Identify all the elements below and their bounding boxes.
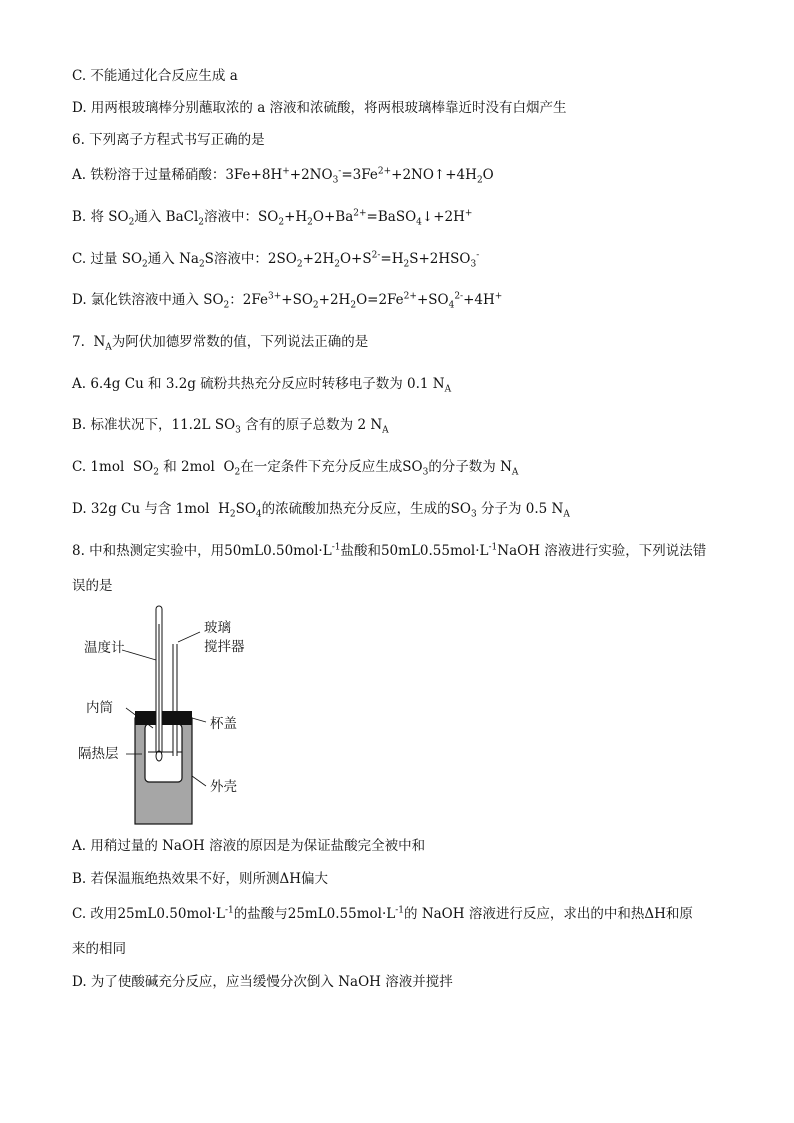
q7-option-d: D. 32g Cu 与含 1mol $H_2SO_4$的浓硫酸加热充分反应，生成的$SO_3$ 分子为 0.5 $N_A$: [72, 501, 570, 520]
q8-option-c: C. 改用$25mL0.50mol\cdot L^{-1}$的盐酸与$25mL0.55mol\cdot L^{-1}$的 NaOH 溶液进行反应，求出的中和热ΔH和原: [72, 905, 693, 922]
label-inner: 内筒: [86, 700, 113, 716]
label-stirrer-1: 玻璃: [204, 620, 231, 636]
label-thermometer: 温度计: [84, 640, 125, 656]
shell-leader: [192, 776, 206, 786]
label-insulation: 隔热层: [78, 746, 119, 762]
q6-option-b: B. 将 $SO_2$通入 BaCl$_2$溶液中：$SO_2+H_2O+Ba^{2+}=BaSO_4↓+2H^+$: [72, 208, 473, 228]
q6-option-d: D. 氯化铁溶液中通入 $SO_2$：$2Fe^{3+}+SO_2+2H_2O=2Fe^{2+}+SO_4^{2-}+4H^+$: [72, 291, 503, 311]
option-d-prev: D. 用两根玻璃棒分别蘸取浓的 a 溶液和浓硫酸，将两根玻璃棒靠近时没有白烟产生: [72, 100, 567, 116]
question-8: 8. 中和热测定实验中，用$50mL0.50mol\cdot L^{-1}$盐酸和$50mL0.55mol\cdot L^{-1}NaOH$ 溶液进行实验，下列说法错: [72, 542, 707, 559]
q7-option-a: A. 6.4g Cu 和 3.2g 硫粉共热充分反应时转移电子数为 0.1 $N_A$: [72, 376, 452, 395]
label-shell: 外壳: [210, 779, 237, 795]
label-stirrer-2: 搅拌器: [204, 639, 245, 655]
q6-option-a: A. 铁粉溶于过量稀硝酸：$3Fe+8H^++2NO_3^-=3Fe^{2+}+2NO↑+4H_2O$: [72, 166, 494, 186]
option-c-prev: C. 不能通过化合反应生成 a: [72, 68, 238, 84]
label-lid: 杯盖: [210, 716, 237, 732]
thermometer-leader: [122, 650, 156, 660]
q8-option-b: B. 若保温瓶绝热效果不好，则所测ΔH偏大: [72, 871, 329, 887]
inner-cup: [145, 724, 182, 782]
lid: [135, 711, 192, 725]
question-8-cont: 误的是: [72, 578, 113, 594]
q7-option-c: C. 1mol $SO_2$ 和 2mol $O_2$在一定条件下充分反应生成$SO_3$的分子数为 $N_A$: [72, 459, 519, 478]
question-6: 6. 下列离子方程式书写正确的是: [72, 132, 265, 148]
q8-option-d: D. 为了使酸碱充分反应，应当缓慢分次倒入 NaOH 溶液并搅拌: [72, 974, 453, 990]
q8-option-c-cont: 来的相同: [72, 941, 126, 957]
question-7: 7. $N_A$为阿伏加德罗常数的值，下列说法正确的是: [72, 334, 369, 353]
q7-option-b: B. 标准状况下，11.2L $SO_3$ 含有的原子总数为 2 $N_A$: [72, 417, 389, 436]
q6-option-c: C. 过量 $SO_2$通入 $Na_2S$溶液中：$2SO_2+2H_2O+S^{2-}=H_2S+2HSO_3^-$: [72, 250, 480, 270]
stirrer-leader: [178, 632, 200, 642]
lid-leader: [192, 718, 206, 722]
calorimeter-diagram: [78, 604, 278, 829]
q8-option-a: A. 用稍过量的 NaOH 溶液的原因是为保证盐酸完全被中和: [72, 838, 426, 854]
